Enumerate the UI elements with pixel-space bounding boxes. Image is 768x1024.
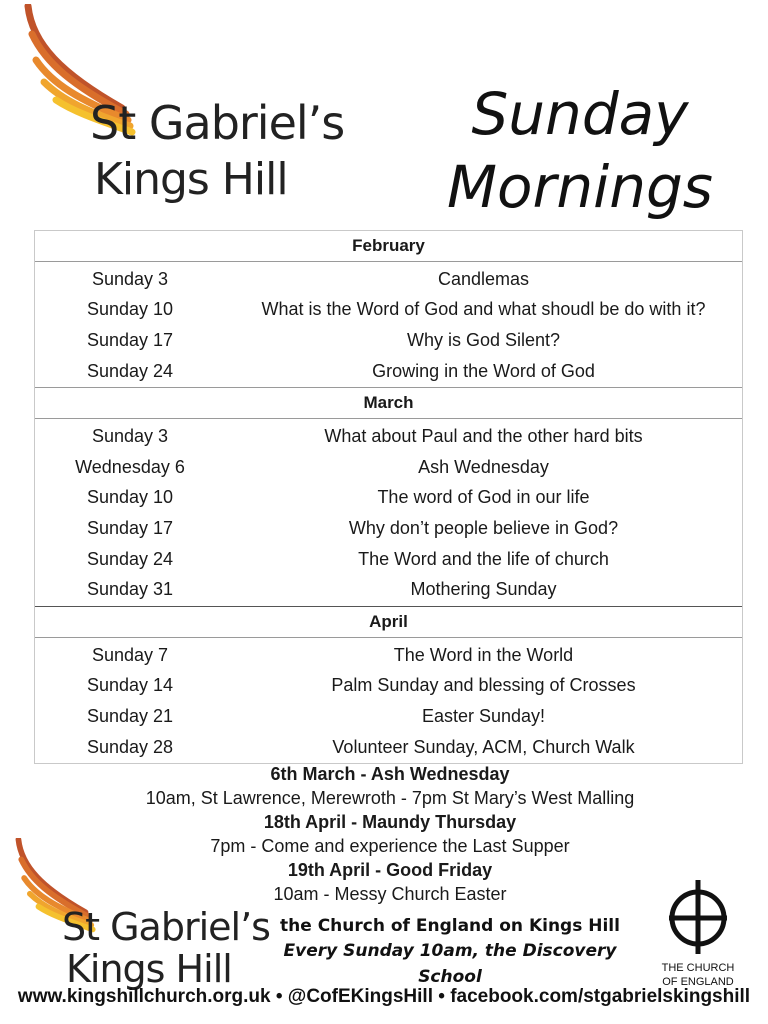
event-date: Sunday 21: [86, 705, 174, 726]
tagline-line2: Every Sunday 10am, the Discovery School: [283, 941, 617, 987]
event-title: Why don’t people believe in God?: [348, 517, 619, 538]
table-row: [35, 264, 742, 295]
page-title: [400, 78, 760, 223]
event-title: The Word and the life of church: [358, 548, 609, 569]
event-title: What about Paul and the other hard bits: [324, 426, 643, 447]
table-row: [35, 544, 742, 575]
event-detail: 10am, St Lawrence, Merewroth - 7pm St Mary’s West Malling: [145, 788, 635, 808]
event-date: Sunday 7: [91, 644, 169, 665]
coe-label-line1: THE CHURCH: [661, 962, 735, 974]
logo-name-line1: St Gabriel’s: [90, 96, 345, 150]
event-title: Ash Wednesday: [418, 456, 549, 477]
event-title: Volunteer Sunday, ACM, Church Walk: [332, 736, 635, 757]
table-row: [35, 325, 742, 356]
event-title: Candlemas: [437, 268, 530, 289]
event-date: Sunday 31: [86, 579, 174, 600]
event-heading: 18th April - Maundy Thursday: [263, 812, 517, 832]
table-row: [35, 701, 742, 732]
table-row: [35, 513, 742, 544]
table-row: [35, 574, 742, 605]
event-date: Sunday 24: [86, 548, 174, 569]
logo-name-line2: Kings Hill: [94, 154, 288, 205]
table-row: [35, 732, 742, 763]
event-title: The Word in the World: [393, 644, 574, 665]
cross-circle-icon: [659, 878, 737, 956]
month-header-february: February: [35, 231, 742, 262]
event-date: Sunday 17: [86, 329, 174, 350]
sermon-schedule-table: [34, 230, 743, 764]
march-events: [35, 419, 742, 606]
event-title: Palm Sunday and blessing of Crosses: [331, 675, 636, 696]
event-title: Why is God Silent?: [406, 329, 561, 350]
event-title: Easter Sunday!: [421, 705, 546, 726]
event-detail: 10am - Messy Church Easter: [273, 884, 507, 904]
church-logo-footer: [12, 838, 272, 991]
table-row: [35, 295, 742, 326]
event-date: Sunday 3: [91, 268, 169, 289]
logo-name-line1: St Gabriel’s: [62, 905, 270, 949]
event-detail: 7pm - Come and experience the Last Supper: [210, 836, 570, 856]
event-heading: 6th March - Ash Wednesday: [270, 764, 510, 784]
february-events: [35, 262, 742, 387]
table-row: [35, 421, 742, 452]
event-title: The word of God in our life: [377, 487, 590, 508]
tagline-line1: the Church of England on Kings Hill: [280, 916, 620, 936]
event-heading: 19th April - Good Friday: [287, 860, 493, 880]
table-row: [35, 452, 742, 483]
table-row: [35, 640, 742, 671]
april-events: [35, 638, 742, 763]
table-row: [35, 671, 742, 702]
event-date: Sunday 14: [86, 675, 174, 696]
month-header-march: March: [35, 387, 742, 419]
event-date: Sunday 3: [91, 426, 169, 447]
logo-name-line2: Kings Hill: [66, 947, 232, 991]
church-logo-header: [22, 4, 362, 214]
event-title: What is the Word of God and what shoudl be do with it?: [261, 299, 706, 320]
table-row: [35, 483, 742, 514]
event-date: Sunday 10: [86, 299, 174, 320]
title-line1: Sunday: [471, 80, 689, 148]
title-line2: Mornings: [446, 152, 714, 221]
church-of-england-logo: [654, 878, 742, 988]
event-title: Mothering Sunday: [410, 579, 557, 600]
event-date: Sunday 24: [86, 360, 174, 381]
event-date: Sunday 17: [86, 517, 174, 538]
event-date: Wednesday 6: [75, 456, 185, 477]
event-date: Sunday 10: [86, 487, 174, 508]
tagline: [250, 914, 650, 990]
event-title: Growing in the Word of God: [372, 360, 595, 381]
event-date: Sunday 28: [86, 736, 174, 757]
table-row: [35, 356, 742, 387]
month-header-april: April: [35, 606, 742, 638]
coe-label-line2: OF ENGLAND: [662, 976, 734, 988]
contact-links: www.kingshillchurch.org.uk • @CofEKingsHill • facebook.com/stgabrielskingshill: [17, 986, 751, 1007]
